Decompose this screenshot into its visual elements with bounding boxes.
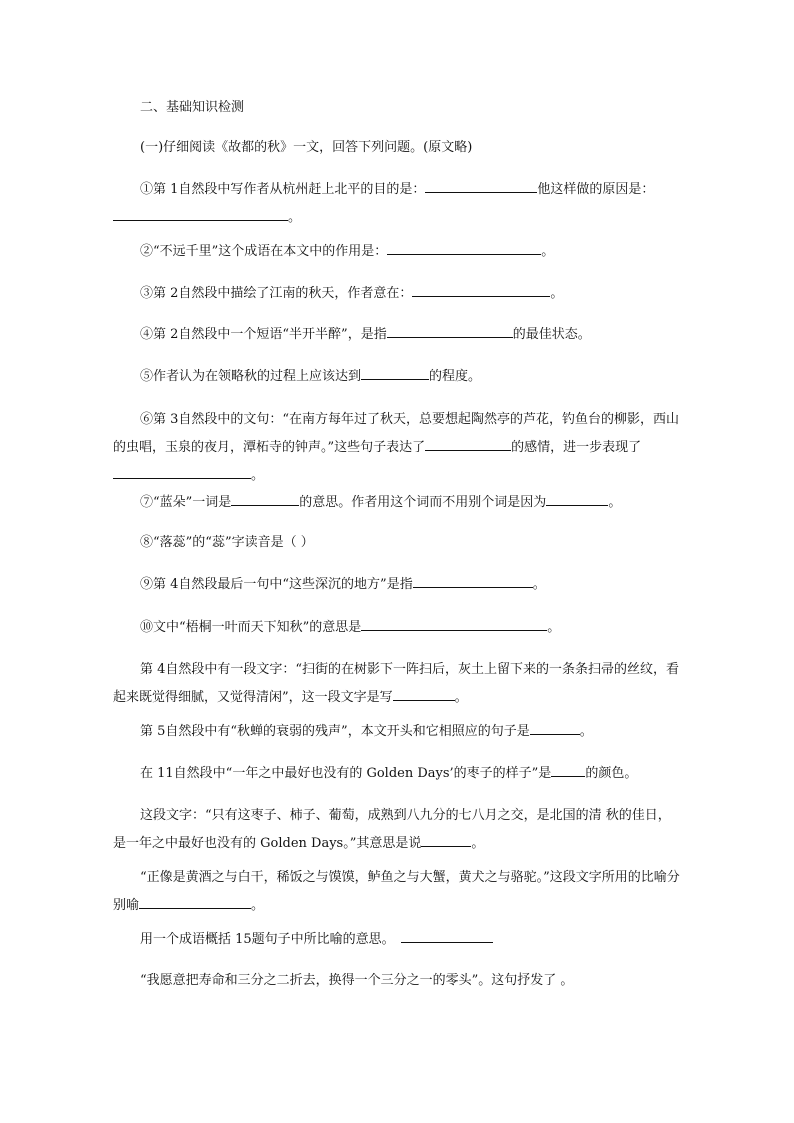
question-4: ④第 2自然段中一个短语“半开半醉”，是指 的最佳状态。	[113, 321, 683, 349]
answer-blank[interactable]	[401, 928, 493, 943]
answer-blank[interactable]	[361, 365, 429, 380]
section-title: 二、基础知识检测	[140, 100, 245, 115]
question-2: ②“不远千里”这个成语在本文中的作用是： 。	[113, 238, 683, 266]
question-17: “我愿意把寿命和三分之二折去，换得一个三分之一的零头”。这句抒发了 。	[140, 973, 574, 988]
answer-blank[interactable]	[546, 491, 608, 506]
answer-blank[interactable]	[387, 323, 513, 338]
question-6: ⑥第 3自然段中的文句：“在南方每年过了秋天，总要想起陶然亭的芦花，钓鱼台的柳影，西山的虫唱，玉泉的夜月，潭柘寺的钟声。”这些句子表达了 的感情，进一步表现了。	[113, 412, 680, 483]
answer-blank[interactable]	[421, 832, 471, 847]
question-7: ⑦“蓝朵”一词是 的意思。作者用这个词而不用别个词是因为 。	[113, 489, 683, 517]
answer-blank[interactable]	[412, 282, 550, 297]
question-14: 这段文字：“只有这枣子、柿子、葡萄，成熟到八九分的七八月之交，是北国的清 秋的佳日，是一年之中最好也没有的 Golden Days。”其意思是说 。	[113, 808, 671, 851]
passage-intro: (一)仔细阅读《故都的秋》一文，回答下列问题。(原文略)	[140, 140, 473, 155]
question-10: ⑩文中“梧桐一叶而天下知秋”的意思是 。	[113, 614, 683, 642]
question-3: ③第 2自然段中描绘了江南的秋天，作者意在： 。	[113, 280, 683, 308]
question-text: ①第 1自然段中写作者从杭州赶上北平的目的是：	[140, 182, 426, 197]
question-1: ①第 1自然段中写作者从杭州赶上北平的目的是： 他这样做的原因是：。	[113, 176, 683, 232]
answer-blank[interactable]	[413, 573, 533, 588]
question-5: ⑤作者认为在领略秋的过程上应该达到 的程度。	[113, 363, 683, 391]
answer-blank[interactable]	[393, 686, 455, 701]
answer-blank[interactable]	[387, 240, 541, 255]
question-text: 他这样做的原因是：	[537, 182, 655, 197]
answer-blank[interactable]	[361, 616, 547, 631]
answer-blank[interactable]	[139, 894, 251, 909]
question-9: ⑨第 4自然段最后一句中“这些深沉的地方”是指 。	[113, 571, 683, 599]
question-12: 第 5自然段中有“秋蝉的衰弱的残声”，本文开头和它相照应的句子是 。	[113, 718, 683, 746]
answer-blank[interactable]	[425, 436, 511, 451]
question-8: ⑧“落蕊”的“蕊”字读音是（ ）	[140, 535, 314, 550]
question-15: “正像是黄酒之与白干，稀饭之与馍馍，鲈鱼之与大蟹，黄犬之与骆驼。”这段文字所用的比喻分别喻 。	[113, 870, 680, 913]
answer-blank[interactable]	[231, 491, 299, 506]
question-11: 第 4自然段中有一段文字：“扫街的在树影下一阵扫后，灰土上留下来的一条条扫帚的丝纹，看起来既觉得细腻，又觉得清闲”，这一段文字是写 。	[113, 662, 680, 705]
answer-blank[interactable]	[425, 178, 537, 193]
answer-blank[interactable]	[113, 464, 251, 479]
question-13: 在 11自然段中“一年之中最好也没有的 Golden Days’的枣子的样子”是 的颜色。	[113, 760, 683, 788]
answer-blank[interactable]	[530, 720, 580, 735]
answer-blank[interactable]	[551, 762, 585, 777]
answer-blank[interactable]	[113, 206, 288, 221]
question-16: 用一个成语概括 15题句子中所比喻的意思。	[113, 926, 683, 954]
